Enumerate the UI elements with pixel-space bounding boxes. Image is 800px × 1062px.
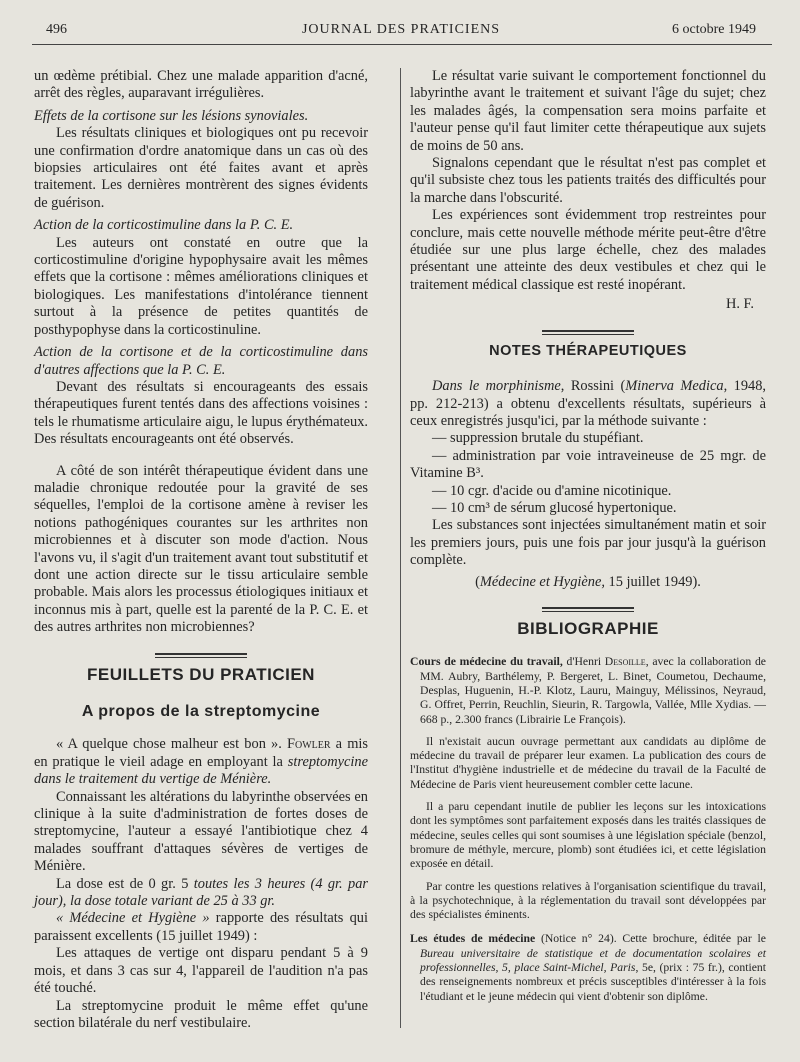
issue-date: 6 octobre 1949 <box>672 22 756 37</box>
header-rule <box>32 44 772 45</box>
subheading: Effets de la cortisone sur les lésions synoviales. <box>34 107 309 124</box>
section-divider <box>542 607 634 612</box>
paragraph: La streptomycine produit le même effet qu'une section bilatérale du nerf vestibulaire. <box>34 997 368 1031</box>
article-title: A propos de la streptomycine <box>81 703 321 720</box>
section-title: NOTES THÉRAPEUTIQUES <box>489 342 687 359</box>
author-name: Desoille <box>604 655 646 669</box>
section-title: BIBLIOGRAPHIE <box>517 618 659 638</box>
page-number: 496 <box>46 22 67 37</box>
paragraph: Par contre les questions relatives à l'organisation scientifique du travail, à la psychotechnique, à la réglementation du travail sont développées par des spécialistes éminents. <box>410 879 766 922</box>
running-header <box>46 22 756 46</box>
paragraph: Les expériences sont évidemment trop restreintes pour conclure, mais cette nouvelle méthode mérite peut-être d'être étudiée sur une plus large échelle, chez des malades présentant une atteinte des deux vestibules et chez qui le traitement médical classique est resté inopérant. <box>410 207 766 293</box>
subheading: Action de la corticostimuline dans la P. C. E. <box>34 217 294 234</box>
author-name: Fowler <box>286 736 331 753</box>
paragraph: « Médecine et Hygiène » rapporte des résultats qui paraissent excellents (15 juillet 1949) : <box>34 910 368 944</box>
section-divider <box>155 653 247 658</box>
column-separator <box>400 68 401 1028</box>
paragraph: Les résultats cliniques et biologiques ont pu recevoir une confirmation d'ordre anatomique dans un cas où des biopsies articulaires ont été faites avant et après traitement. Les dernières montrèrent des signes évidents de guérison. <box>34 125 368 211</box>
paragraph: Devant des résultats si encourageants des essais thérapeutiques furent tentés dans des affections voisines : tels le rhumatisme articulaire aigu, le lupus érythémateux. Des résultats encourageants ont été observés. <box>34 378 368 448</box>
paragraph: Les substances sont injectées simultanément matin et soir les premiers jours, puis une fois par jour jusqu'à la guérison complète. <box>410 517 766 569</box>
paragraph: La dose est de 0 gr. 5 toutes les 3 heures (4 gr. par jour), la dose totale variant de 25 à 33 gr. <box>34 875 368 910</box>
left-column <box>34 68 368 1032</box>
paragraph: Signalons cependant que le résultat n'est pas complet et qu'il subsiste chez tous les patients traités des difficultés pour la marche dans l'obscurité. <box>410 155 766 206</box>
bibliography-entry: Les études de médecine (Notice n° 24). Cette brochure, éditée par le Bureau universitaire de statistique et de documentation scolaires et professionnelles, 5, place Saint-Michel, Paris, 5e, (prix : 75 fr.), contient des renseignements nombreux et précis susceptibles d'intéresser à la fois l'étudiant et le jeune médecin qui vient d'obtenir son diplôme. <box>410 932 766 1003</box>
paragraph: « A quelque chose malheur est bon ». Fowler a mis en pratique le vieil adage en employant la streptomycine dans le traitement du vertige de Ménière. <box>34 736 368 788</box>
paragraph: Il a paru cependant inutile de publier les leçons sur les intoxications dont les symptômes sont parfaitement exposés dans les traités classiques de médecine, seules celles qui sont soumises à une législation spéciale (benzol, bromure de méthyle, mercure, plomb) sont étudiées ici, et cette législation exposée en détail. <box>410 800 766 871</box>
paragraph: Les auteurs ont constaté en outre que la corticostimuline d'origine hypophysaire avait les mêmes effets que la cortisone : mêmes améliorations cliniques et biologiques. Les manifestations d'intolérance tiennent surtout à la présence de petites quantités de posthypophyse dans la corticostinuline. <box>34 234 368 338</box>
paragraph: Connaissant les altérations du labyrinthe observées en clinique à la suite d'administration de fortes doses de streptomycine, l'auteur a essayé l'antibiotique chez 4 malades souffrant d'attaques sévères de vertiges de Ménière. <box>34 788 368 875</box>
paragraph: A côté de son intérêt thérapeutique évident dans une maladie chronique redoutée pour la gravité de ses séquelles, l'emploi de la cortisone amène à reviser les notions pathogéniques courantes sur les arthrites non microbiennes et à discuter son mode d'action. Nous l'avons vu, il s'agit d'un traitement avant tout substitutif et dont une action directe sur le tissu articulaire semble probable. Mais alors les processus étiologiques initiaux et inconnus mis à part, quelle est la parenté de la P. C. E. et des autres arthrites non microbiennes? <box>34 462 368 636</box>
paragraph: Il n'existait aucun ouvrage permettant aux candidats au diplôme de médecine du travail de préparer leur examen. La publication des cours de l'Institut d'hygiène industrielle et de médecine du travail de la Faculté de Médecine de Paris vient heureusement combler cette lacune. <box>410 734 766 791</box>
list-item: — 10 cgr. d'acide ou d'amine nicotinique. <box>432 482 672 499</box>
paragraph: Les attaques de vertige ont disparu pendant 5 à 9 mois, et dans 3 cas sur 4, l'appareil de l'audition n'a pas été touché. <box>34 945 368 997</box>
subheading: Action de la cortisone et de la corticostimuline dans d'autres affections que la P. C. E. <box>34 344 368 378</box>
list-item: — administration par voie intraveineuse de 25 mgr. de Vitamine B³. <box>410 447 766 482</box>
bibliography-entry: Cours de médecine du travail, d'Henri Desoille, avec la collaboration de MM. Aubry, Barthélemy, P. Bergeret, L. Binet, Coumetou, Dechaume, Desplas, Huguenin, H.-P. Klotz, Lauru, Mainguy, Mélissinos, Neyraud, G. Offret, Perrin, Reuchlin, Sieurin, R. Targowla, Vallée, Mlle Xydias. — 668 p., 2.300 francs (Librairie Le François). <box>410 655 766 726</box>
list-item: — suppression brutale du stupéfiant. <box>432 430 644 447</box>
list-item: — 10 cm³ de sérum glucosé hypertonique. <box>432 499 677 516</box>
paragraph: un œdème prétibial. Chez une malade apparition d'acné, arrêt des règles, auparavant irrégulières. <box>34 68 368 102</box>
journal-title: JOURNAL DES PRATICIENS <box>301 22 501 37</box>
signature: H. F. <box>725 296 754 313</box>
section-divider <box>542 330 634 335</box>
right-column <box>410 68 766 1004</box>
paragraph: Le résultat varie suivant le comportement fonctionnel du labyrinthe avant le traitement et suivant l'âge du sujet; chez les malades âgés, la compensation sera moins parfaite et l'auteur pense qu'il faut limiter cette thérapeutique aux sujets de moins de 50 ans. <box>410 68 766 154</box>
section-title: FEUILLETS DU PRATICIEN <box>87 664 315 684</box>
paragraph: Dans le morphinisme, Rossini (Minerva Medica, 1948, pp. 212-213) a obtenu d'excellents résultats, supérieurs à ceux enregistrés jusqu'ici, par la méthode suivante : <box>410 378 767 429</box>
citation: (Médecine et Hygiène, 15 juillet 1949). <box>475 573 701 590</box>
